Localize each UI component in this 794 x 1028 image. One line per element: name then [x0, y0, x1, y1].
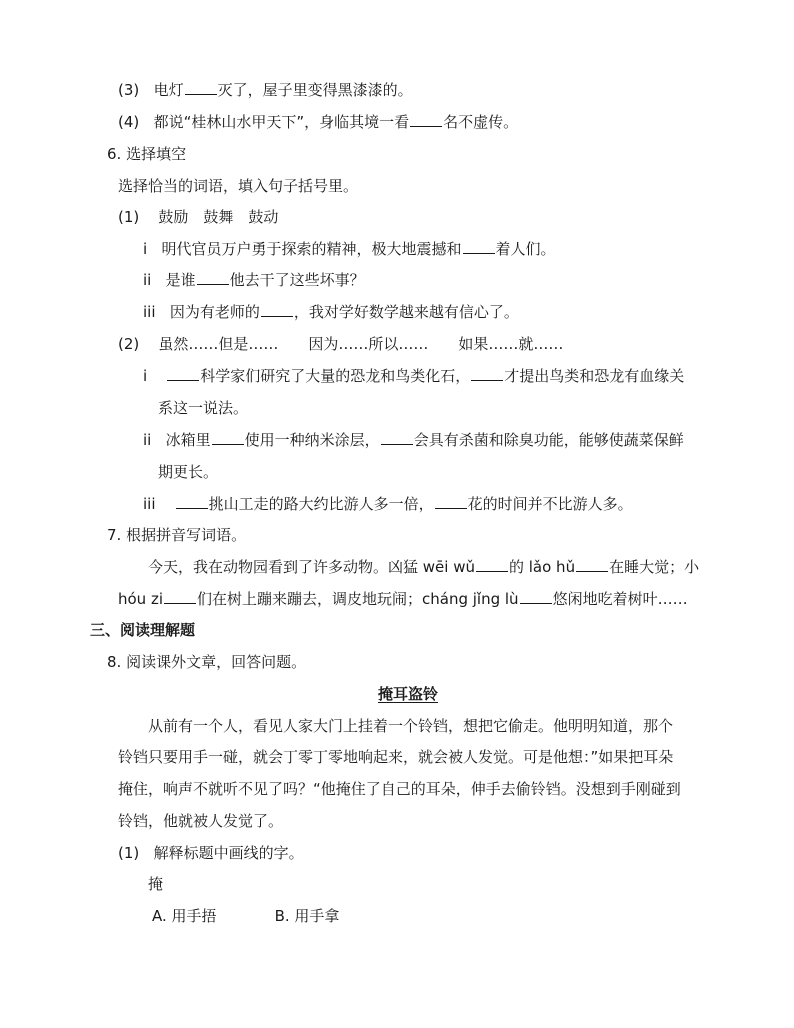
- item-number: i: [143, 367, 148, 385]
- word-option: 虽然……但是……: [158, 335, 279, 353]
- answer-blank[interactable]: [212, 430, 244, 445]
- item-text: ，我对学好数学越来越有信心了。: [293, 303, 519, 321]
- item-number: (4): [118, 113, 140, 131]
- passage-text: hóu zi: [118, 590, 163, 608]
- item-number: ii: [143, 271, 152, 289]
- option-text: 用手捂: [171, 907, 217, 925]
- passage-line: 掩住，响声不就听不见了吗？“他掩住了自己的耳朵，伸手去偷铃铛。没想到手刚碰到: [118, 780, 681, 798]
- q8-heading: 8. 阅读课外文章，回答问题。: [107, 653, 307, 671]
- item-text: 都说“桂林山水甲天下”，身临其境一看: [153, 113, 410, 131]
- q7-heading: 7. 根据拼音写词语。: [107, 526, 247, 544]
- option-label: A.: [152, 907, 167, 925]
- answer-blank[interactable]: [167, 366, 199, 381]
- q6-g2-item-i: [143, 366, 684, 386]
- passage-text: 今天，我在动物园看到了许多动物。凶猛 wēi wǔ: [148, 558, 475, 576]
- item-text: 电灯: [153, 81, 184, 99]
- item-text: 花的时间并不比游人多。: [467, 495, 633, 513]
- item-number: (1): [118, 208, 140, 226]
- item-text: 科学家们研究了大量的恐龙和鸟类化石，: [200, 367, 471, 385]
- passage-line: 从前有一个人，看见人家大门上挂着一个铃铛，想把它偷走。他明明知道，那个: [148, 717, 674, 735]
- title-underlined-char: 掩: [378, 685, 394, 703]
- answer-blank[interactable]: [164, 589, 196, 604]
- answer-blank[interactable]: [197, 270, 229, 285]
- answer-blank[interactable]: [576, 557, 608, 572]
- passage-text: 的 lǎo hǔ: [508, 558, 576, 576]
- answer-blank[interactable]: [476, 557, 508, 572]
- q6-g1-item-ii: [143, 270, 365, 290]
- item-number: iii: [143, 495, 156, 513]
- choice-options: [152, 906, 339, 926]
- passage-line: 铃铛只要用手一碰，就会丁零丁零地响起来，就会被人发觉。可是他想：”如果把耳朵: [118, 748, 674, 766]
- item-text: 才提出鸟类和恐龙有血缘关: [504, 367, 685, 385]
- q6-heading: 6. 选择填空: [107, 145, 187, 163]
- answer-blank[interactable]: [381, 430, 413, 445]
- option-a[interactable]: [152, 906, 217, 926]
- option-label: B.: [274, 907, 290, 925]
- item-text: 解释标题中画线的字。: [153, 844, 304, 862]
- passage-text: 悠闲地吃着树叶……: [552, 590, 688, 608]
- item-text: 他去干了这些坏事？: [229, 271, 365, 289]
- passage-text: 在睡大觉；小: [609, 558, 700, 576]
- item-number: iii: [143, 303, 156, 321]
- item-text: 是谁: [165, 271, 196, 289]
- q5-item-4: [118, 112, 518, 132]
- word-option: 因为……所以……: [308, 335, 429, 353]
- passage-text: 们在树上蹦来蹦去，调皮地玩闹；cháng jǐng lù: [197, 590, 519, 608]
- q6-g1-item-i: [143, 239, 556, 259]
- item-text: 名不虚传。: [443, 113, 519, 131]
- q7-line-2: [118, 589, 688, 609]
- item-number: (2): [118, 335, 140, 353]
- answer-blank[interactable]: [471, 366, 503, 381]
- answer-blank[interactable]: [185, 80, 217, 95]
- item-number: ii: [143, 431, 152, 449]
- answer-blank[interactable]: [261, 302, 293, 317]
- answer-blank[interactable]: [435, 494, 467, 509]
- answer-blank[interactable]: [410, 112, 442, 127]
- item-text: 使用一种纳米涂层，: [244, 431, 380, 449]
- q6-g1-item-iii: [143, 302, 519, 322]
- q5-item-3: [118, 80, 413, 100]
- target-char: 掩: [148, 875, 164, 893]
- word-option: 如果……就……: [458, 335, 564, 353]
- q7-line-1: [148, 557, 699, 577]
- item-number: (3): [118, 81, 140, 99]
- item-text: 着人们。: [495, 240, 556, 258]
- item-text: 灭了，屋子里变得黑漆漆的。: [217, 81, 413, 99]
- option-b[interactable]: [275, 906, 340, 926]
- q6-g2-item-i-cont: 系这一说法。: [158, 399, 249, 417]
- passage-title: [378, 684, 438, 704]
- answer-blank[interactable]: [176, 494, 208, 509]
- item-number: i: [143, 240, 148, 258]
- q6-g2-item-iii: [143, 494, 633, 514]
- answer-blank[interactable]: [520, 589, 552, 604]
- word-options: 鼓励 鼓舞 鼓动: [158, 208, 279, 226]
- item-number: (1): [118, 844, 140, 862]
- q6-group2-words: [118, 334, 563, 354]
- item-text: 挑山工走的路大约比游人多一倍，: [208, 495, 434, 513]
- section-heading: 三、阅读理解题: [90, 621, 196, 639]
- passage-line: 铃铛，他就被人发觉了。: [118, 812, 284, 830]
- option-text: 用手拿: [294, 907, 340, 925]
- title-rest: 耳盗铃: [393, 685, 439, 703]
- item-text: 会具有杀菌和除臭功能，能够使蔬菜保鲜: [413, 431, 684, 449]
- q6-instruction: 选择恰当的词语，填入句子括号里。: [118, 177, 359, 195]
- q6-g2-item-ii: [143, 430, 684, 450]
- q6-group1-words: [118, 207, 278, 227]
- item-text: 明代官员万户勇于探索的精神，极大地震撼和: [161, 240, 462, 258]
- q6-g2-item-ii-cont: 期更长。: [158, 463, 219, 481]
- answer-blank[interactable]: [463, 239, 495, 254]
- item-text: 冰箱里: [165, 431, 211, 449]
- item-text: 因为有老师的: [169, 303, 260, 321]
- q8-sub-1: [118, 843, 304, 863]
